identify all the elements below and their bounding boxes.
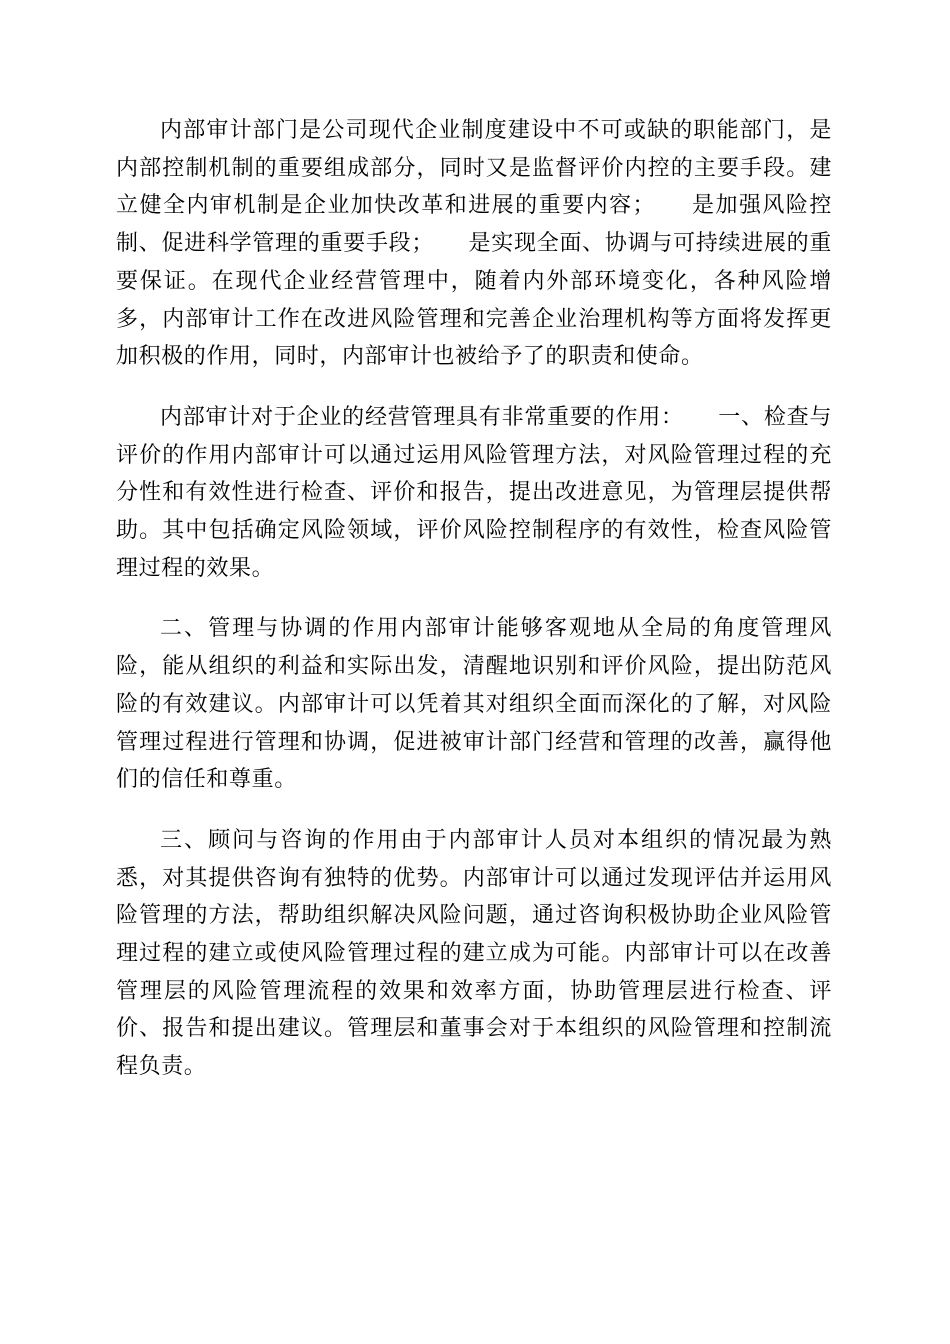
document-page (116, 112, 832, 1109)
paragraph-role-consulting: 三、顾问与咨询的作用由于内部审计人员对本组织的情况最为熟悉，对其提供咨询有独特的优势。内部审计可以通过发现评估并运用风险管理的方法，帮助组织解决风险问题，通过咨询积极协助企业风险管理过程的建立或使风险管理过程的建立成为可能。内部审计可以在改善管理层的风险管理流程的效果和效率方面，协助管理层进行检查、评价、报告和提出建议。管理层和董事会对于本组织的风险管理和控制流程负责。 (116, 827, 832, 1080)
paragraph-intro: 内部审计部门是公司现代企业制度建设中不可或缺的职能部门，是内部控制机制的重要组成部分，同时又是监督评价内控的主要手段。建立健全内审机制是企业加快改革和进展的重要内容； 是加强风险控制、促进科学管理的重要手段； 是实现全面、协调与可持续进展的重要保证。在现代企业经营管理中，随着内外部环境变化，各种风险增多，内部审计工作在改进风险管理和完善企业治理机构等方面将发挥更加积极的作用，同时，内部审计也被给予了的职责和使命。 (116, 118, 832, 370)
paragraph-role-inspection: 内部审计对于企业的经营管理具有非常重要的作用： 一、检查与评价的作用内部审计可以通过运用风险管理方法，对风险管理过程的充分性和有效性进行检查、评价和报告，提出改进意见，为管理层提供帮助。其中包括确定风险领域，评价风险控制程序的有效性，检查风险管理过程的效果。 (116, 404, 832, 581)
paragraph-role-coordination: 二、管理与协调的作用内部审计能够客观地从全局的角度管理风险，能从组织的利益和实际出发，清醒地识别和评价风险，提出防范风险的有效建议。内部审计可以凭着其对组织全面而深化的了解，对风险管理过程进行管理和协调，促进被审计部门经营和管理的改善，赢得他们的信任和尊重。 (116, 616, 832, 793)
